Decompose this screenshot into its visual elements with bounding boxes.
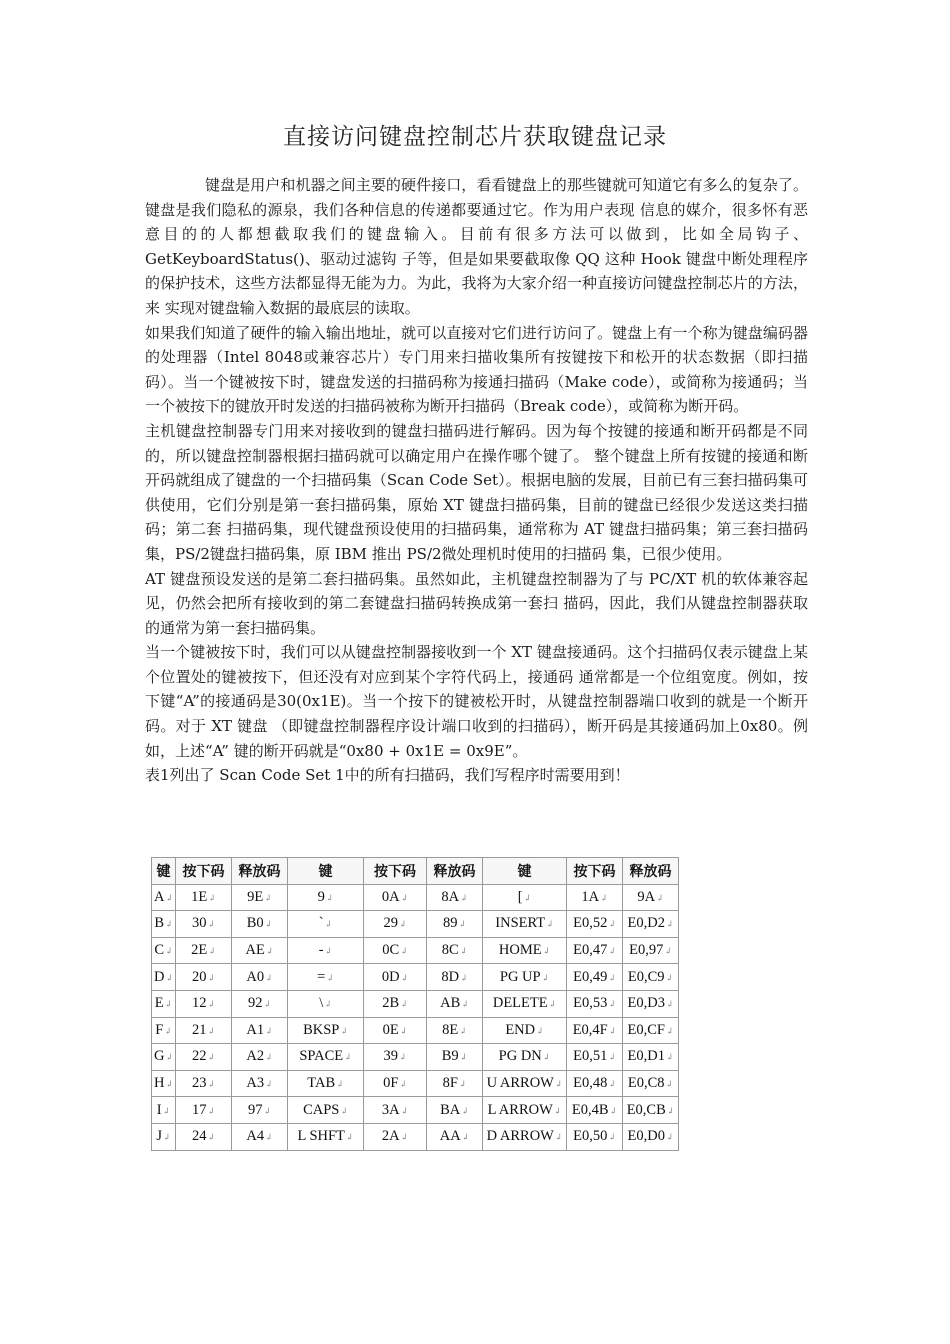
cell-value: HOME xyxy=(498,942,542,959)
table-cell-key xyxy=(483,884,567,911)
table-cell-make-code xyxy=(364,884,427,911)
table-cell-break-code xyxy=(232,911,288,938)
table-cell-make-code xyxy=(364,937,427,964)
cell-value: 92 xyxy=(247,995,263,1012)
table-cell-break-code xyxy=(623,1044,679,1071)
paragraph-mark-icon: ↲ xyxy=(400,946,408,957)
paragraph-mark-icon: ↲ xyxy=(665,1132,674,1143)
table-cell-make-code xyxy=(567,1017,623,1044)
cell-value: 0C xyxy=(382,942,400,959)
paragraph-mark-icon: ↲ xyxy=(541,972,550,983)
cell-value: D ARROW xyxy=(486,1128,554,1145)
table-cell-break-code xyxy=(427,964,483,991)
table-cell-break-code xyxy=(232,964,288,991)
cell-value: B0 xyxy=(246,915,264,932)
cell-value: E0,4F xyxy=(572,1021,608,1038)
cell-value: 8E xyxy=(442,1021,459,1038)
cell-value: 24 xyxy=(191,1128,207,1145)
paragraph-mark-icon: ↲ xyxy=(164,999,173,1010)
paragraph-mark-icon: ↲ xyxy=(536,1025,544,1036)
cell-value: INSERT xyxy=(495,915,546,932)
cell-value: 8C xyxy=(441,942,459,959)
paragraph-mark-icon: ↲ xyxy=(336,1079,344,1090)
table-cell-key xyxy=(152,1044,176,1071)
paragraph-mark-icon: ↲ xyxy=(608,1025,617,1036)
cell-value: 0E xyxy=(382,1021,399,1038)
cell-value: 29 xyxy=(383,915,398,932)
table-cell-make-code xyxy=(567,1123,623,1150)
cell-value: 12 xyxy=(191,995,207,1012)
table-cell-key xyxy=(288,1070,364,1097)
paragraph-mark-icon: ↲ xyxy=(608,972,616,983)
paragraph-make-break: 当一个键被按下时，我们可以从键盘控制器接收到一个 XT 键盘接通码。这个扫描码仅表示键盘上某个位置处的键被按下，但还没有对应到某个字符代码上，接通码 通常都是一个位组宽度。例如，按下键“A”的接通码是30(0x1E)。当一个按下的键被松开时，从键盘控制器端口收到的就是一个断开码。对于 XT 键盘 （即键盘控制器程序设计端口收到的扫描码），断开码是其接通码加上0x80。例如，上述“A” 键的断开码就是“0x80 + 0x1E = 0x9E”。 xyxy=(145,643,808,760)
cell-value: DELETE xyxy=(492,995,548,1012)
paragraph-mark-icon: ↲ xyxy=(609,1105,618,1116)
table-cell-key xyxy=(483,937,567,964)
table-cell-break-code xyxy=(427,990,483,1017)
table-cell-break-code xyxy=(232,1097,288,1124)
paragraph-mark-icon: ↲ xyxy=(263,999,272,1010)
cell-value: 2E xyxy=(191,942,208,959)
table-cell-break-code xyxy=(623,911,679,938)
paragraph-mark-icon: ↲ xyxy=(324,919,333,930)
paragraph-mark-icon: ↲ xyxy=(264,892,272,903)
cell-value: F xyxy=(155,1021,164,1038)
table-cell-key xyxy=(483,1070,567,1097)
table-cell-make-code xyxy=(176,1017,232,1044)
paragraph-mark-icon: ↲ xyxy=(461,1132,470,1143)
cell-value: 22 xyxy=(191,1048,207,1065)
cell-value: H xyxy=(153,1075,165,1092)
table-cell-break-code xyxy=(623,990,679,1017)
cell-value: 1E xyxy=(191,888,208,905)
paragraph-mark-icon: ↲ xyxy=(400,1132,409,1143)
table-cell-make-code xyxy=(567,937,623,964)
paragraph-mark-icon: ↲ xyxy=(207,972,216,983)
table-cell-make-code xyxy=(176,884,232,911)
table-cell-break-code xyxy=(427,911,483,938)
table-cell-make-code xyxy=(364,911,427,938)
paragraph-mark-icon: ↲ xyxy=(664,946,672,957)
paragraph-mark-icon: ↲ xyxy=(325,892,334,903)
table-cell-break-code xyxy=(232,1017,288,1044)
cell-value: E0,CB xyxy=(626,1101,666,1118)
header-key: 键 xyxy=(288,858,364,885)
table-cell-make-code xyxy=(567,964,623,991)
table-cell-break-code xyxy=(623,964,679,991)
table-row xyxy=(152,1017,679,1044)
paragraph-mark-icon: ↲ xyxy=(665,1025,674,1036)
paragraph-mark-icon: ↲ xyxy=(399,1025,408,1036)
table-row xyxy=(152,1123,679,1150)
paragraph-mark-icon: ↲ xyxy=(665,919,674,930)
cell-value: BKSP xyxy=(303,1021,340,1038)
table-cell-key xyxy=(483,964,567,991)
table-cell-make-code xyxy=(364,1123,427,1150)
paragraph-mark-icon: ↲ xyxy=(165,946,173,957)
paragraph-mark-icon: ↲ xyxy=(208,946,216,957)
cell-value: = xyxy=(317,968,326,985)
cell-value: 89 xyxy=(442,915,458,932)
cell-value: 0D xyxy=(381,968,400,985)
cell-value: SPACE xyxy=(299,1048,344,1065)
table-cell-break-code xyxy=(623,1097,679,1124)
table-cell-key xyxy=(288,884,364,911)
paragraph-mark-icon: ↲ xyxy=(665,1052,674,1063)
paragraph-mark-icon: ↲ xyxy=(398,919,407,930)
paragraph-mark-icon: ↲ xyxy=(207,919,216,930)
table-cell-make-code xyxy=(176,937,232,964)
table-cell-make-code xyxy=(567,884,623,911)
cell-value: A2 xyxy=(246,1048,265,1065)
paragraph-mark-icon: ↲ xyxy=(264,919,273,930)
table-cell-key xyxy=(483,911,567,938)
table-cell-make-code xyxy=(176,964,232,991)
cell-value: 30 xyxy=(191,915,207,932)
paragraph-mark-icon: ↲ xyxy=(265,946,274,957)
paragraph-mark-icon: ↲ xyxy=(265,1025,273,1036)
cell-value: B xyxy=(154,915,165,932)
paragraph-mark-icon: ↲ xyxy=(400,972,409,983)
table-cell-break-code xyxy=(232,990,288,1017)
table-cell-break-code xyxy=(427,1097,483,1124)
table-row xyxy=(152,964,679,991)
cell-value: E0,C9 xyxy=(627,968,665,985)
table-cell-make-code xyxy=(567,1070,623,1097)
table-row xyxy=(152,937,679,964)
paragraph-mark-icon: ↲ xyxy=(459,946,468,957)
paragraph-mark-icon: ↲ xyxy=(163,1132,171,1143)
header-break: 释放码 xyxy=(232,858,288,885)
table-cell-break-code xyxy=(427,1017,483,1044)
header-key: 键 xyxy=(152,858,176,885)
cell-value: PG UP xyxy=(499,968,541,985)
table-cell-make-code xyxy=(364,1044,427,1071)
table-cell-key xyxy=(288,1044,364,1071)
cell-value: 23 xyxy=(191,1075,207,1092)
paragraph-mark-icon: ↲ xyxy=(461,999,469,1010)
table-cell-make-code xyxy=(364,990,427,1017)
paragraph-mark-icon: ↲ xyxy=(608,919,616,930)
cell-value: L SHFT xyxy=(297,1128,345,1145)
paragraph-mark-icon: ↲ xyxy=(265,1079,273,1090)
cell-value: 9A xyxy=(637,888,656,905)
cell-value: 97 xyxy=(247,1101,263,1118)
table-cell-make-code xyxy=(176,1097,232,1124)
paragraph-mark-icon: ↲ xyxy=(459,1052,468,1063)
table-cell-make-code xyxy=(176,990,232,1017)
table-cell-make-code xyxy=(364,1097,427,1124)
cell-value: I xyxy=(156,1101,162,1118)
paragraph-mark-icon: ↲ xyxy=(665,972,674,983)
paragraph-controller: 主机键盘控制器专门用来对接收到的键盘扫描码进行解码。因为每个按键的接通和断开码都是不同的，所以键盘控制器根据扫描码就可以确定用户在操作哪个键了。 整个键盘上所有按键的接通和断开码就组成了键盘的一个扫描码集（Scan Code Set）。根据电脑的发展，目前已有三套扫描码集可供使用，它们分别是第一套扫描码集，原始 XT 键盘扫描码集，目前的键盘已经很少发送这类扫描码；第二套 扫描码集，现代键盘预设使用的扫描码集，通常称为 AT 键盘扫描码集；第三套扫描码集，PS/2键盘扫描码集，原 IBM 推出 PS/2微处理机时使用的扫描码 集，已很少使用。 xyxy=(145,421,808,563)
table-cell-make-code xyxy=(176,1070,232,1097)
header-make: 按下码 xyxy=(567,858,623,885)
paragraph-mark-icon: ↲ xyxy=(666,1105,675,1116)
cell-value: E0,CF xyxy=(627,1021,665,1038)
paragraph-scan-codes: 如果我们知道了硬件的输入输出地址，就可以直接对它们进行访问了。键盘上有一个称为键盘编码器的处理器（Intel 8048或兼容芯片）专门用来扫描收集所有按键按下和松开的状态数据（即扫描码）。当一个键被按下时，键盘发送的扫描码称为接通扫描码（Make code），或简称为接通码；当一个被按下的键放开时发送的扫描码被称为断开扫描码（Break code），或简称为断开码。 xyxy=(145,323,808,416)
paragraph-mark-icon: ↲ xyxy=(207,1025,216,1036)
paragraph-mark-icon: ↲ xyxy=(165,919,173,930)
cell-value: - xyxy=(318,942,324,959)
cell-value: 9 xyxy=(317,888,325,905)
paragraph-mark-icon: ↲ xyxy=(165,1079,174,1090)
table-row xyxy=(152,1044,679,1071)
paragraph-mark-icon: ↲ xyxy=(340,1025,348,1036)
cell-value: 39 xyxy=(383,1048,398,1065)
paragraph-mark-icon: ↲ xyxy=(263,1105,272,1116)
paragraph-mark-icon: ↲ xyxy=(207,1079,216,1090)
paragraph-mark-icon: ↲ xyxy=(656,892,664,903)
paragraph-mark-icon: ↲ xyxy=(542,946,551,957)
table-cell-break-code xyxy=(623,937,679,964)
cell-value: \ xyxy=(319,995,324,1012)
table-cell-break-code xyxy=(232,1044,288,1071)
cell-value: E0,D3 xyxy=(627,995,665,1012)
table-cell-break-code xyxy=(623,1070,679,1097)
paragraph-mark-icon: ↲ xyxy=(600,892,608,903)
cell-value: J xyxy=(156,1128,163,1145)
table-cell-key xyxy=(483,1123,567,1150)
cell-value: 1A xyxy=(581,888,600,905)
paragraph-mark-icon: ↲ xyxy=(400,892,409,903)
cell-value: E0,D0 xyxy=(627,1128,665,1145)
table-cell-break-code xyxy=(232,1070,288,1097)
cell-value: BA xyxy=(440,1101,461,1118)
paragraph-mark-icon: ↲ xyxy=(207,1052,216,1063)
paragraph-mark-icon: ↲ xyxy=(542,1052,551,1063)
table-cell-key xyxy=(288,1017,364,1044)
table-row xyxy=(152,1097,679,1124)
table-cell-break-code xyxy=(427,1123,483,1150)
table-cell-key xyxy=(288,1123,364,1150)
table-cell-key xyxy=(152,964,176,991)
cell-value: B9 xyxy=(441,1048,459,1065)
cell-value: E0,52 xyxy=(573,915,608,932)
paragraph-table-intro: 表1列出了 Scan Code Set 1中的所有扫描码，我们写程序时需要用到！ xyxy=(145,766,630,785)
header-make: 按下码 xyxy=(176,858,232,885)
cell-value: A3 xyxy=(246,1075,265,1092)
table-cell-make-code xyxy=(176,1044,232,1071)
table-cell-key xyxy=(152,1070,176,1097)
paragraph-mark-icon: ↲ xyxy=(460,892,468,903)
table-cell-key xyxy=(483,1017,567,1044)
paragraph-mark-icon: ↲ xyxy=(326,972,334,983)
table-cell-key xyxy=(152,937,176,964)
table-cell-key xyxy=(288,911,364,938)
paragraph-mark-icon: ↲ xyxy=(523,892,532,903)
cell-value: 9E xyxy=(247,888,264,905)
table-cell-break-code xyxy=(427,1044,483,1071)
table-cell-key xyxy=(152,1017,176,1044)
header-make: 按下码 xyxy=(364,858,427,885)
paragraph-mark-icon: ↲ xyxy=(165,1052,174,1063)
cell-value: L ARROW xyxy=(487,1101,553,1118)
table-cell-make-code xyxy=(567,1044,623,1071)
cell-value: E0,D2 xyxy=(627,915,665,932)
cell-value: AE xyxy=(245,942,265,959)
cell-value: PG DN xyxy=(498,1048,542,1065)
paragraph-mark-icon: ↲ xyxy=(546,919,554,930)
paragraph-mark-icon: ↲ xyxy=(207,1132,216,1143)
paragraph-mark-icon: ↲ xyxy=(207,999,216,1010)
table-row xyxy=(152,990,679,1017)
paragraph-mark-icon: ↲ xyxy=(665,1079,674,1090)
paragraph-mark-icon: ↲ xyxy=(324,946,333,957)
table-cell-key xyxy=(288,1097,364,1124)
scan-code-table xyxy=(151,857,679,1151)
cell-value: C xyxy=(154,942,165,959)
cell-value: TAB xyxy=(307,1075,336,1092)
header-break: 释放码 xyxy=(623,858,679,885)
document-title: 直接访问键盘控制芯片获取键盘记录 xyxy=(283,124,667,150)
paragraph-mark-icon: ↲ xyxy=(554,1079,563,1090)
table-cell-key xyxy=(483,990,567,1017)
table-cell-break-code xyxy=(623,1123,679,1150)
table-cell-key xyxy=(152,990,176,1017)
table-cell-key xyxy=(483,1044,567,1071)
paragraph-mark-icon: ↲ xyxy=(460,972,468,983)
paragraph-mark-icon: ↲ xyxy=(398,1052,407,1063)
cell-value: AA xyxy=(439,1128,461,1145)
cell-value: 20 xyxy=(191,968,207,985)
paragraph-intro: 键盘是用户和机器之间主要的硬件接口，看看键盘上的那些键就可知道它有多么的复杂了。键盘是我们隐私的源泉，我们各种信息的传递都要通过它。作为用户表现 信息的媒介，很多怀有恶意目的的人都想截取我们的键盘输入。目前有很多方法可以做到，比如全局钩子、GetKeyboardStatus()、驱动过滤钩 子等，但是如果要截取像 QQ 这种 Hook 键盘中断处理程序的保护技术，这些方法都显得无能为力。为此，我将为大家介绍一种直接访问键盘控制芯片的方法，来 实现对键盘输入数据的最底层的读取。 xyxy=(145,176,808,317)
paragraph-mark-icon: ↲ xyxy=(345,1132,354,1143)
paragraph-mark-icon: ↲ xyxy=(208,892,216,903)
paragraph-mark-icon: ↲ xyxy=(399,1079,407,1090)
cell-value: E0,C8 xyxy=(627,1075,665,1092)
cell-value: CAPS xyxy=(303,1101,340,1118)
paragraph-mark-icon: ↲ xyxy=(608,999,616,1010)
paragraph-mark-icon: ↲ xyxy=(608,1052,616,1063)
table-cell-break-code xyxy=(232,884,288,911)
table-cell-break-code xyxy=(623,1017,679,1044)
cell-value: E0,53 xyxy=(573,995,608,1012)
cell-value: 8A xyxy=(441,888,460,905)
paragraph-mark-icon: ↲ xyxy=(400,999,408,1010)
cell-value: 0A xyxy=(381,888,400,905)
paragraph-mark-icon: ↲ xyxy=(608,1132,616,1143)
cell-value: A1 xyxy=(246,1021,265,1038)
paragraph-mark-icon: ↲ xyxy=(340,1105,348,1116)
table-cell-break-code xyxy=(623,884,679,911)
cell-value: [ xyxy=(517,888,523,905)
document-body xyxy=(145,173,808,788)
table-cell-key xyxy=(288,964,364,991)
paragraph-mark-icon: ↲ xyxy=(608,1079,616,1090)
cell-value: E0,4B xyxy=(571,1101,609,1118)
cell-value: END xyxy=(505,1021,536,1038)
table-cell-key xyxy=(288,937,364,964)
paragraph-mark-icon: ↲ xyxy=(165,972,174,983)
cell-value: 8D xyxy=(441,968,460,985)
table-cell-key xyxy=(152,911,176,938)
table-cell-break-code xyxy=(427,937,483,964)
paragraph-mark-icon: ↲ xyxy=(344,1052,352,1063)
cell-value: E0,51 xyxy=(573,1048,608,1065)
cell-value: E0,49 xyxy=(573,968,608,985)
cell-value: E0,D1 xyxy=(627,1048,665,1065)
paragraph-mark-icon: ↲ xyxy=(553,1105,562,1116)
cell-value: A xyxy=(153,888,165,905)
table-cell-key xyxy=(483,1097,567,1124)
cell-value: E0,50 xyxy=(573,1128,608,1145)
cell-value: G xyxy=(153,1048,165,1065)
table-cell-make-code xyxy=(364,1017,427,1044)
table-row xyxy=(152,911,679,938)
cell-value: E0,48 xyxy=(573,1075,608,1092)
table-cell-key xyxy=(288,990,364,1017)
paragraph-mark-icon: ↲ xyxy=(459,1025,467,1036)
table-cell-break-code xyxy=(427,884,483,911)
paragraph-mark-icon: ↲ xyxy=(461,1105,469,1116)
cell-value: 8F xyxy=(442,1075,458,1092)
paragraph-mark-icon: ↲ xyxy=(548,999,557,1010)
paragraph-mark-icon: ↲ xyxy=(265,972,273,983)
table-row xyxy=(152,884,679,911)
cell-value: 2B xyxy=(382,995,400,1012)
table-row xyxy=(152,1070,679,1097)
cell-value: E xyxy=(154,995,164,1012)
table-cell-make-code xyxy=(176,1123,232,1150)
paragraph-mark-icon: ↲ xyxy=(608,946,616,957)
paragraph-mark-icon: ↲ xyxy=(265,1052,273,1063)
table-cell-make-code xyxy=(567,911,623,938)
table-cell-make-code xyxy=(567,990,623,1017)
table-cell-break-code xyxy=(427,1070,483,1097)
cell-value: E0,97 xyxy=(629,942,664,959)
paragraph-mark-icon: ↲ xyxy=(324,999,332,1010)
paragraph-at-keyboard: AT 键盘预设发送的是第二套扫描码集。虽然如此，主机键盘控制器为了与 PC/XT 机的软体兼容起见，仍然会把所有接收到的第二套键盘扫描码转换成第一套扫 描码，因此，我们从键盘控制器获取的通常为第一套扫描码集。 xyxy=(145,569,808,637)
paragraph-mark-icon: ↲ xyxy=(207,1105,216,1116)
paragraph-mark-icon: ↲ xyxy=(165,892,174,903)
header-key: 键 xyxy=(483,858,567,885)
paragraph-mark-icon: ↲ xyxy=(458,1079,467,1090)
cell-value: A4 xyxy=(246,1128,265,1145)
table-cell-key xyxy=(152,1097,176,1124)
table-cell-make-code xyxy=(567,1097,623,1124)
cell-value: A0 xyxy=(246,968,265,985)
table-cell-make-code xyxy=(364,1070,427,1097)
table-cell-make-code xyxy=(176,911,232,938)
cell-value: AB xyxy=(440,995,461,1012)
paragraph-mark-icon: ↲ xyxy=(164,1025,172,1036)
paragraph-mark-icon: ↲ xyxy=(458,919,467,930)
paragraph-mark-icon: ↲ xyxy=(265,1132,273,1143)
cell-value: ` xyxy=(318,915,324,932)
cell-value: 21 xyxy=(191,1021,207,1038)
table-header-row xyxy=(152,858,679,885)
paragraph-mark-icon: ↲ xyxy=(665,999,674,1010)
table-cell-break-code xyxy=(232,937,288,964)
cell-value: 17 xyxy=(191,1101,207,1118)
cell-value: E0,47 xyxy=(573,942,608,959)
header-break: 释放码 xyxy=(427,858,483,885)
paragraph-mark-icon: ↲ xyxy=(162,1105,171,1116)
cell-value: 2A xyxy=(381,1128,400,1145)
cell-value: 0F xyxy=(383,1075,399,1092)
paragraph-mark-icon: ↲ xyxy=(554,1132,563,1143)
paragraph-mark-icon: ↲ xyxy=(400,1105,409,1116)
cell-value: 3A xyxy=(381,1101,400,1118)
table-cell-make-code xyxy=(364,964,427,991)
table-cell-key xyxy=(152,884,176,911)
cell-value: U ARROW xyxy=(486,1075,554,1092)
cell-value: D xyxy=(153,968,165,985)
table-cell-break-code xyxy=(232,1123,288,1150)
table-cell-key xyxy=(152,1123,176,1150)
